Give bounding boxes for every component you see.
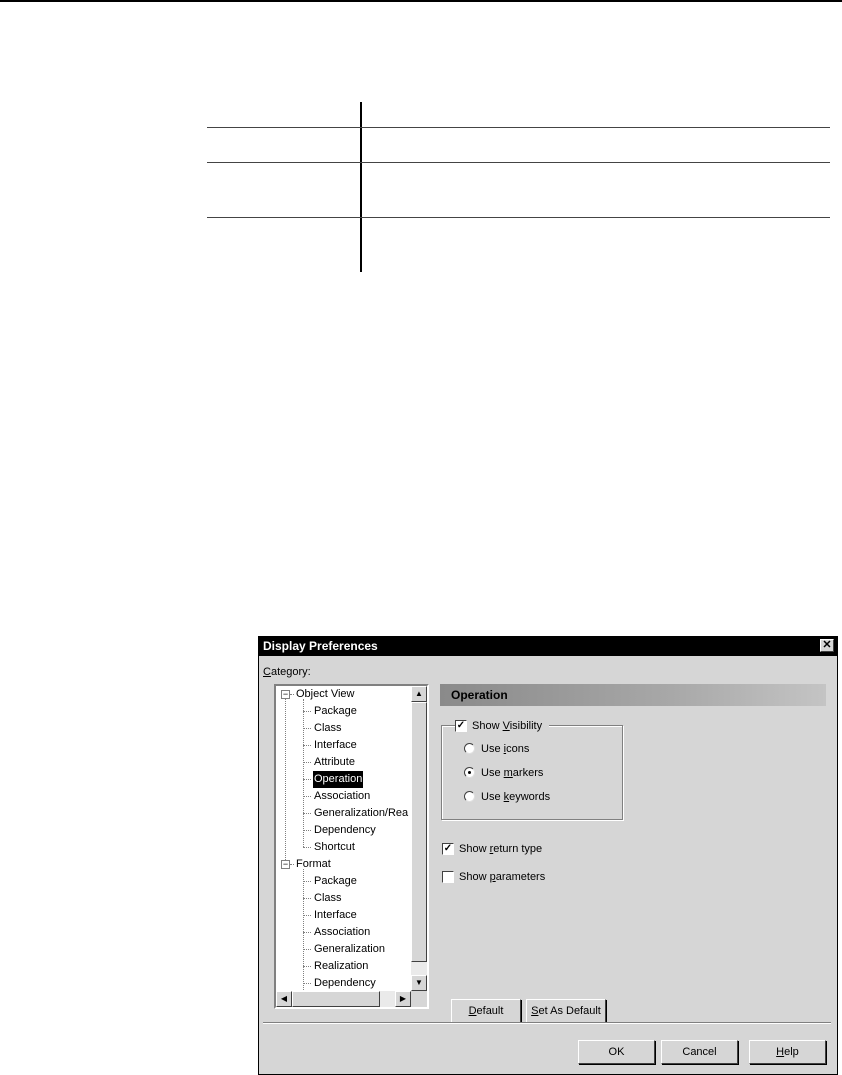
tree-item-label-selected: Operation	[313, 771, 363, 788]
show-return-type-label: Show return type	[459, 843, 543, 855]
tree-item-label: Association	[314, 790, 371, 802]
checkmark-icon: ✓	[443, 843, 453, 854]
tree-item[interactable]	[276, 873, 411, 890]
scroll-thumb[interactable]	[411, 702, 427, 962]
tree-connector	[303, 728, 311, 729]
use-markers-radio[interactable]	[464, 766, 584, 780]
tree-item[interactable]	[276, 805, 411, 822]
tree-item[interactable]	[276, 737, 411, 754]
ok-button[interactable]: OK	[578, 1040, 655, 1064]
scroll-up-button[interactable]	[411, 686, 427, 702]
tree-item-label: Dependency	[314, 977, 376, 989]
tree-connector	[303, 869, 304, 1000]
tree-item[interactable]	[276, 703, 411, 720]
use-markers-label: Use markers	[481, 767, 544, 779]
tree-horizontal-scrollbar[interactable]	[276, 991, 411, 1007]
dialog-title: Display Preferences	[263, 639, 378, 653]
close-button[interactable]	[820, 639, 834, 652]
table-row-rule	[207, 162, 830, 163]
tree-item[interactable]	[276, 907, 411, 924]
tree-item-label: Attribute	[314, 756, 355, 768]
tree-item-label: Interface	[314, 909, 357, 921]
empty-table	[207, 102, 830, 272]
tree-item[interactable]	[276, 822, 411, 839]
section-header: Operation	[440, 684, 826, 706]
tree-item-label: Dependency	[314, 824, 376, 836]
tree-connector	[303, 813, 311, 814]
tree-item[interactable]	[276, 958, 411, 975]
tree-item[interactable]	[276, 788, 411, 805]
arrow-down-icon: ▼	[415, 978, 423, 987]
tree-connector	[303, 796, 311, 797]
arrow-up-icon: ▲	[415, 689, 423, 698]
tree-item[interactable]	[276, 975, 411, 992]
checkmark-icon: ✓	[456, 720, 466, 731]
checkbox-box	[442, 843, 454, 855]
tree-item[interactable]	[276, 686, 411, 703]
page-top-rule	[0, 0, 842, 2]
tree-item-label: Interface	[314, 739, 357, 751]
tree-connector	[303, 779, 311, 780]
default-button[interactable]: Default	[451, 999, 521, 1023]
tree-connector	[303, 949, 311, 950]
scroll-left-button[interactable]	[276, 991, 292, 1007]
radio-button-selected	[464, 767, 475, 778]
tree-item-label: Package	[314, 705, 357, 717]
tree-connector	[303, 881, 311, 882]
collapse-icon[interactable]: −	[282, 689, 289, 699]
tree-item[interactable]	[276, 924, 411, 941]
tree-connector	[290, 694, 294, 695]
tree-vertical-scrollbar[interactable]	[411, 686, 427, 991]
show-visibility-checkbox[interactable]	[455, 719, 549, 733]
tree-item[interactable]	[276, 754, 411, 771]
collapse-icon[interactable]: −	[282, 859, 289, 869]
radio-button	[464, 743, 475, 754]
tree-connector	[303, 699, 304, 847]
cancel-button[interactable]: Cancel	[661, 1040, 738, 1064]
tree-item-label: Class	[314, 722, 342, 734]
show-parameters-checkbox[interactable]	[442, 870, 582, 884]
category-tree-view	[276, 686, 411, 991]
tree-item-label: Shortcut	[314, 841, 355, 853]
tree-item-label: Class	[314, 892, 342, 904]
tree-item-label: Generalization	[314, 943, 385, 955]
tree-item-label: Realization	[314, 960, 369, 972]
close-icon: ✕	[822, 639, 832, 651]
show-parameters-label: Show parameters	[459, 871, 546, 883]
tree-item-label: Format	[296, 858, 331, 870]
radio-button	[464, 791, 475, 802]
dialog-titlebar	[259, 637, 837, 656]
arrow-right-icon: ▶	[399, 994, 407, 1003]
tree-connector	[285, 699, 286, 860]
scroll-right-button[interactable]	[395, 991, 411, 1007]
scrollbar-corner	[411, 991, 427, 1007]
display-preferences-dialog	[258, 636, 838, 1075]
scroll-down-button[interactable]	[411, 975, 427, 991]
tree-connector	[303, 830, 311, 831]
checkbox-box	[455, 720, 467, 732]
use-icons-label: Use icons	[481, 743, 530, 755]
category-tree[interactable]	[274, 684, 429, 1009]
tree-item-label: Package	[314, 875, 357, 887]
tree-connector	[303, 762, 311, 763]
table-row-rule	[207, 127, 830, 128]
show-return-type-checkbox[interactable]	[442, 842, 582, 856]
tree-item[interactable]	[276, 890, 411, 907]
tree-item-label: Generalization/Rea	[314, 807, 409, 819]
scroll-thumb-horizontal[interactable]	[292, 991, 380, 1007]
category-label: Category:	[263, 666, 311, 678]
tree-connector	[303, 966, 311, 967]
tree-item[interactable]	[276, 941, 411, 958]
arrow-left-icon: ◀	[280, 994, 288, 1003]
show-visibility-label: Show Visibility	[472, 720, 543, 732]
tree-connector	[303, 847, 311, 848]
table-row-rule	[207, 217, 830, 218]
tree-item-label: Object View	[296, 688, 355, 700]
tree-connector	[303, 745, 311, 746]
tree-item[interactable]	[276, 771, 411, 788]
help-button[interactable]: Help	[749, 1040, 826, 1064]
tree-connector	[303, 915, 311, 916]
tree-item[interactable]	[276, 839, 411, 856]
use-keywords-label: Use keywords	[481, 791, 551, 803]
tree-connector	[303, 711, 311, 712]
tree-connector	[303, 932, 311, 933]
tree-item-label: Association	[314, 926, 371, 938]
checkbox-box	[442, 871, 454, 883]
dialog-separator	[263, 1022, 831, 1024]
tree-connector	[290, 864, 294, 865]
tree-item[interactable]	[276, 856, 411, 873]
use-keywords-radio[interactable]	[464, 790, 584, 804]
tree-connector	[303, 983, 311, 984]
set-as-default-button[interactable]: Set As Default	[526, 999, 606, 1023]
tree-item[interactable]	[276, 720, 411, 737]
use-icons-radio[interactable]	[464, 742, 584, 756]
tree-connector	[303, 898, 311, 899]
